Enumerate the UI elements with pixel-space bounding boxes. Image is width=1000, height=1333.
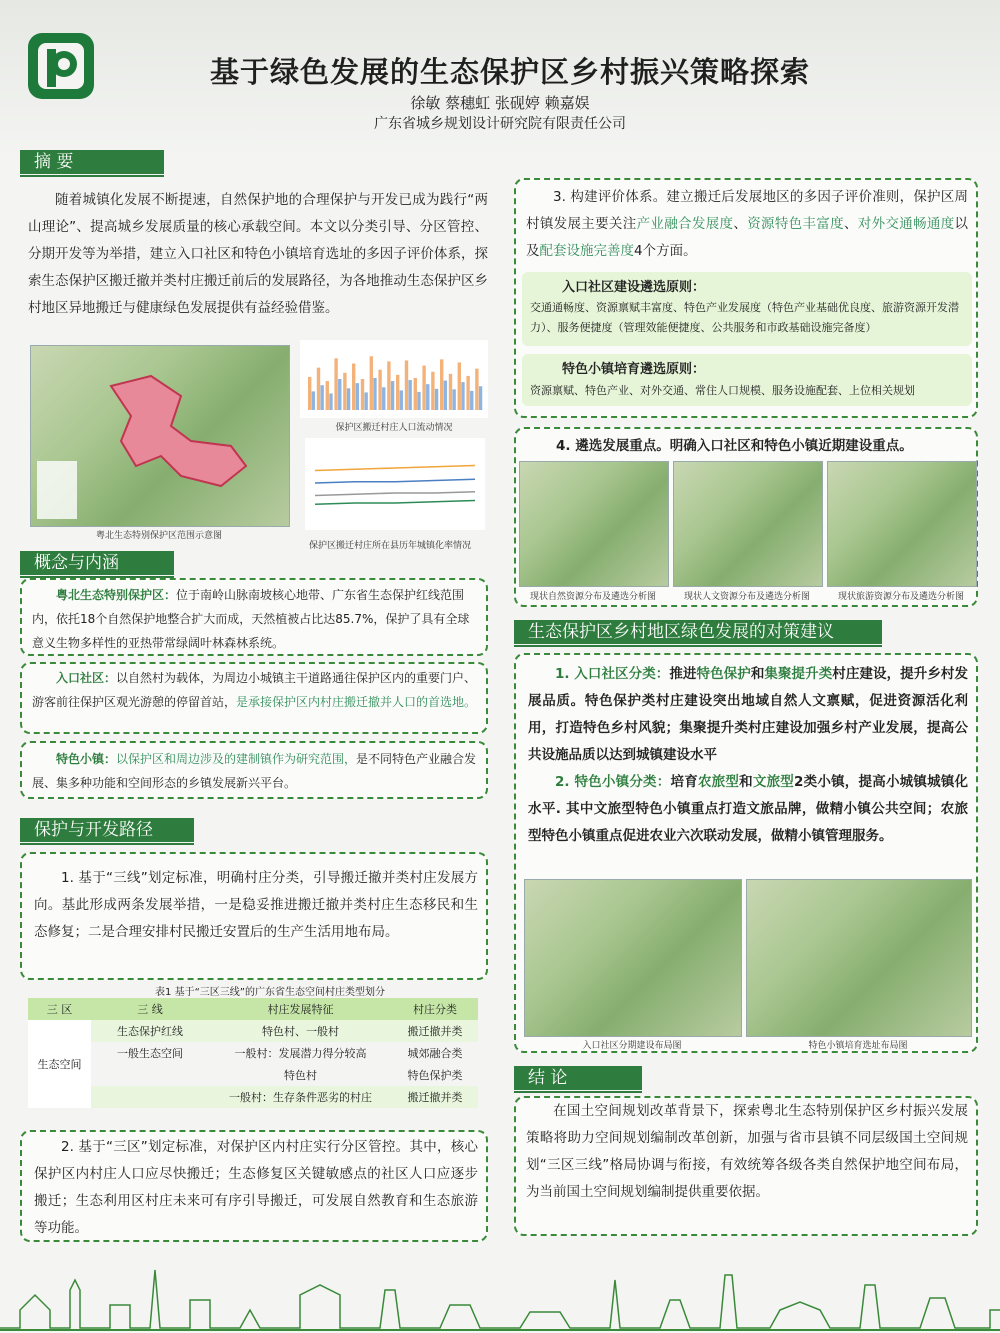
strategy-label-2: 2. 特色小镇分类： <box>555 774 671 790</box>
concept-entry-body: 以自然村为载体，为周边小城镇主干道路通往保护区内的重要门户、游客前往保护区观光游憩的停留首站， <box>32 671 477 709</box>
concept-box-town <box>20 741 488 799</box>
concept-reserve-body: 位于南岭山脉南坡核心地带、广东省生态保护红线范围内，依托18个自然保护地整合扩大而成，天然植被占比达85.7%，保护了具有全球意义生物多样性的亚热带常绿阔叶林森林系统。 <box>32 588 470 650</box>
abstract-text: 随着城镇化发展不断提速，自然保护地的合理保护与开发已成为践行“两山理论”、提高城乡发展质量的核心承载空间。本文以分类引导、分区管控、分期开发等为举措，建立入口社区和特色小镇培育选址的多因子评价体系，探索生态保护区搬迁撤并类村庄搬迁前后的发展路径，为各地推动生态保护区乡村地区异地搬迁与健康绿色发展提供有益经验借鉴。 <box>28 192 488 316</box>
table-cell: 特色村、一般村 <box>262 1025 339 1038</box>
logo-icon <box>25 30 97 102</box>
bar-外出人口 <box>417 392 420 410</box>
term-entry: 入口社区： <box>56 671 117 685</box>
town-principle-box <box>522 354 972 406</box>
selection-box <box>514 427 978 607</box>
table-header: 三 线 <box>137 1003 163 1016</box>
table-row <box>28 1086 478 1108</box>
bar-户籍人口 <box>326 381 329 410</box>
conclusion-box <box>514 1096 978 1236</box>
concept-box-reserve <box>20 578 488 656</box>
table-cell: 特色村 <box>284 1069 317 1082</box>
bar-外出人口 <box>426 384 429 410</box>
bar-外出人口 <box>461 382 464 410</box>
concept-heading: 概念与内涵 <box>20 551 174 575</box>
path-text-1: 1. 基于“三线”划定标准，明确村庄分类，引导搬迁撤并类村庄发展方向。基此形成两条发展举措，一是稳妥推进搬迁撤并类村庄生态移民和生态修复；二是合理安排村民搬迁安置后的生产生活用地布局。 <box>34 870 478 940</box>
organization: 广东省城乡规划设计研究院有限责任公司 <box>374 116 626 132</box>
evaluation-text-d: 以及 <box>526 216 969 259</box>
concept-town-text <box>32 747 480 795</box>
reserve-map <box>30 345 290 527</box>
bar-外出人口 <box>479 386 482 410</box>
cultural-resource-map <box>673 461 823 587</box>
table-header: 三 区 <box>46 1003 73 1016</box>
town-principle-title: 特色小镇培育遴选原则： <box>562 362 706 377</box>
bar-外出人口 <box>452 389 455 410</box>
line-chart-background <box>305 438 485 530</box>
strategy-box <box>514 653 978 1053</box>
strategy-text-2c: 2类小镇，提高小城镇城镇化水平. 其中文旅型特色小镇重点打造文旅品牌，做精小镇公共空间；农旅型特色小镇重点促进农业六次联动发展，做精小镇管理服务。 <box>528 774 969 844</box>
town-principle-text: 资源禀赋、特色产业、对外交通、常住人口规模、服务设施配套、上位相关规划 <box>530 384 915 397</box>
strategy-heading: 生态保护区乡村地区绿色发展的对策建议 <box>514 620 882 644</box>
reserve-map-caption: 粤北生态特别保护区范围示意图 <box>95 531 222 541</box>
table-cell: 搬迁撤并类 <box>407 1025 463 1038</box>
reserve-boundary-shape <box>31 346 289 526</box>
bar-外出人口 <box>408 380 411 410</box>
bar-外出人口 <box>373 378 376 410</box>
evaluation-text <box>526 184 968 265</box>
conclusion-heading: 结 论 <box>514 1066 642 1090</box>
entry-principle-text: 交通通畅度、资源禀赋丰富度、特色产业发展度（特色产业基础优良度、旅游资源开发潜力）、服务便捷度（管理效能便捷度、公共服务和市政基础设施完备度） <box>530 301 959 334</box>
concept-entry-text <box>32 666 480 714</box>
factor-facility: 配套设施完善度 <box>539 243 634 259</box>
skyline-decoration <box>0 1250 1000 1333</box>
bar-外出人口 <box>329 393 332 410</box>
bar-户籍人口 <box>370 356 373 410</box>
conclusion-text: 在国土空间规划改革背景下，探索粤北生态特别保护区乡村振兴发展策略将助力空间规划编制改革创新，加强与省市县镇不同层级国土空间规划“三区三线”格局协调与衔接，有效统筹各级各类自然保护地空间布局，为当前国土空间规划编制提供重要依据。 <box>526 1103 968 1200</box>
table-cell <box>91 1064 209 1086</box>
path-box-2 <box>20 1130 488 1242</box>
bar-户籍人口 <box>458 362 461 410</box>
concept-reserve-text <box>32 583 480 655</box>
table-cell-zone: 生态空间 <box>28 1020 91 1108</box>
bar-外出人口 <box>391 381 394 410</box>
strategy-type-agri: 农旅型 <box>697 774 740 790</box>
bar-户籍人口 <box>396 375 399 410</box>
bar-户籍人口 <box>343 373 346 410</box>
bar-外出人口 <box>356 383 359 410</box>
strategy-type-cluster: 集聚提升类 <box>764 666 833 682</box>
table-cell: 一般生态空间 <box>117 1047 183 1060</box>
bar-外出人口 <box>364 392 367 410</box>
strategy-text-2 <box>528 769 968 850</box>
bar-外出人口 <box>444 381 447 410</box>
bar-外出人口 <box>470 391 473 410</box>
evaluation-sep: 、 <box>733 216 748 232</box>
table-row <box>28 1020 478 1042</box>
bar-户籍人口 <box>334 358 337 410</box>
bar-户籍人口 <box>378 370 381 410</box>
factor-traffic: 对外交通畅通度 <box>857 216 955 232</box>
evaluation-box <box>514 178 978 418</box>
map-caption: 现状人文资源分布及遴选分析图 <box>683 592 810 602</box>
evaluation-text-a: 3. 构建评价体系。建立搬迁后发展地区的多因子评价准则，保护区周村镇发展主要关注 <box>526 189 968 232</box>
bar-户籍人口 <box>440 359 443 410</box>
strategy-text-1c: 村庄建设，提升乡村发展品质。特色保护类村庄建设突出地域自然人文禀赋，促进资源活化利用，打造特色乡村风貌；集聚提升类村庄建设加强乡村产业发展，提高公共设施品质以达到城镇建设水平 <box>528 666 968 763</box>
table-cell: 一般村：生存条件恶劣的村庄 <box>229 1091 372 1104</box>
table-header: 村庄分类 <box>413 1003 457 1016</box>
skyline-outline <box>0 1270 1000 1328</box>
strategy-type-culture: 文旅型 <box>752 774 795 790</box>
strategy-type-feature: 特色保护 <box>696 666 751 682</box>
bar-户籍人口 <box>431 372 434 410</box>
authors: 徐敏 蔡穗虹 张砚婷 赖嘉娱 <box>410 94 590 112</box>
path-heading: 保护与开发路径 <box>20 818 194 842</box>
bar-外出人口 <box>400 390 403 410</box>
selection-text: 4. 遴选发展重点。明确入口社区和特色小镇近期建设重点。 <box>556 438 913 454</box>
town-siting-map <box>746 879 972 1037</box>
bar-外出人口 <box>312 391 315 410</box>
abstract-heading: 摘 要 <box>20 150 164 174</box>
strategy-text-1b: 和 <box>750 666 765 682</box>
table-cell <box>91 1086 209 1108</box>
bar-户籍人口 <box>449 374 452 410</box>
bar-户籍人口 <box>466 376 469 410</box>
strategy-label-1: 1. 入口社区分类： <box>555 666 670 682</box>
table-header: 村庄发展特征 <box>267 1003 334 1016</box>
bar-chart-caption: 保护区搬迁村庄人口流动情况 <box>335 423 453 433</box>
map-caption: 特色小镇培育选址布局图 <box>808 1041 908 1051</box>
map-caption: 现状自然资源分布及遴选分析图 <box>529 592 656 602</box>
concept-entry-green: 是承接保护区内村庄搬迁撤并人口的首选地。 <box>236 695 477 709</box>
bar-户籍人口 <box>414 378 417 410</box>
evaluation-text-e: 4个方面。 <box>634 243 697 259</box>
table-row <box>28 1042 478 1064</box>
table-header-row <box>28 998 478 1020</box>
entry-phasing-map <box>524 879 742 1037</box>
bar-户籍人口 <box>308 377 311 410</box>
factor-industry: 产业融合发展度 <box>636 216 734 232</box>
strategy-text-1a: 推进 <box>669 666 697 682</box>
evaluation-sep: 、 <box>843 216 858 232</box>
natural-resource-map <box>519 461 669 587</box>
line-chart-caption: 保护区搬迁村庄所在县历年城镇化率情况 <box>308 541 471 551</box>
table-row <box>28 1064 478 1086</box>
term-reserve: 粤北生态特别保护区： <box>56 588 177 602</box>
urbanization-line-chart <box>305 438 485 530</box>
bar-外出人口 <box>435 389 438 410</box>
path-text-2: 2. 基于“三区”划定标准，对保护区内村庄实行分区管控。其中，核心保护区内村庄人口应尽快搬迁；生态修复区关键敏感点的社区人口应逐步搬迁；生态利用区村庄未来可有序引导搬迁，可发展自然教育和生态旅游等功能。 <box>34 1139 478 1236</box>
village-type-table <box>28 998 478 1108</box>
concept-town-body: 是不同特色产业融合发展、集多种功能和空间形态的乡镇发展新兴平台。 <box>32 752 477 790</box>
table-title: 表1 基于“三区三线”的广东省生态空间村庄类型划分 <box>155 987 385 998</box>
bar-户籍人口 <box>352 364 355 411</box>
strategy-text-2a: 培育 <box>670 774 698 790</box>
bar-外出人口 <box>382 387 385 410</box>
strategy-text-2b: 和 <box>739 774 753 790</box>
bar-外出人口 <box>347 388 350 410</box>
bar-外出人口 <box>320 385 323 410</box>
term-town: 特色小镇： <box>56 752 117 766</box>
bar-户籍人口 <box>405 360 408 410</box>
concept-box-entry <box>20 662 488 734</box>
factor-resource: 资源特色丰富度 <box>747 216 844 232</box>
bar-户籍人口 <box>475 369 478 410</box>
map-caption: 入口社区分期建设布局图 <box>582 1041 682 1051</box>
table-cell: 城郊融合类 <box>407 1047 463 1060</box>
bar-户籍人口 <box>387 361 390 410</box>
page-title: 基于绿色发展的生态保护区乡村振兴策略探索 <box>209 55 810 89</box>
path-box-1 <box>20 852 488 980</box>
table-cell: 特色保护类 <box>407 1069 463 1082</box>
table-cell: 生态保护红线 <box>117 1025 183 1038</box>
bar-外出人口 <box>338 379 341 410</box>
entry-principle-box <box>522 272 972 346</box>
table-cell: 一般村：发展潜力得分较高 <box>234 1047 367 1060</box>
map-caption: 现状旅游资源分布及遴选分析图 <box>837 592 964 602</box>
bar-户籍人口 <box>361 379 364 410</box>
bar-户籍人口 <box>422 366 425 410</box>
concept-town-green: 以保护区和周边涉及的建制镇作为研究范围， <box>116 752 357 766</box>
tourism-resource-map <box>827 461 977 587</box>
entry-principle-title: 入口社区建设遴选原则： <box>562 280 706 295</box>
strategy-text-1 <box>528 661 968 769</box>
bar-户籍人口 <box>317 368 320 410</box>
population-bar-chart <box>300 340 488 418</box>
table-cell: 搬迁撤并类 <box>407 1091 463 1104</box>
